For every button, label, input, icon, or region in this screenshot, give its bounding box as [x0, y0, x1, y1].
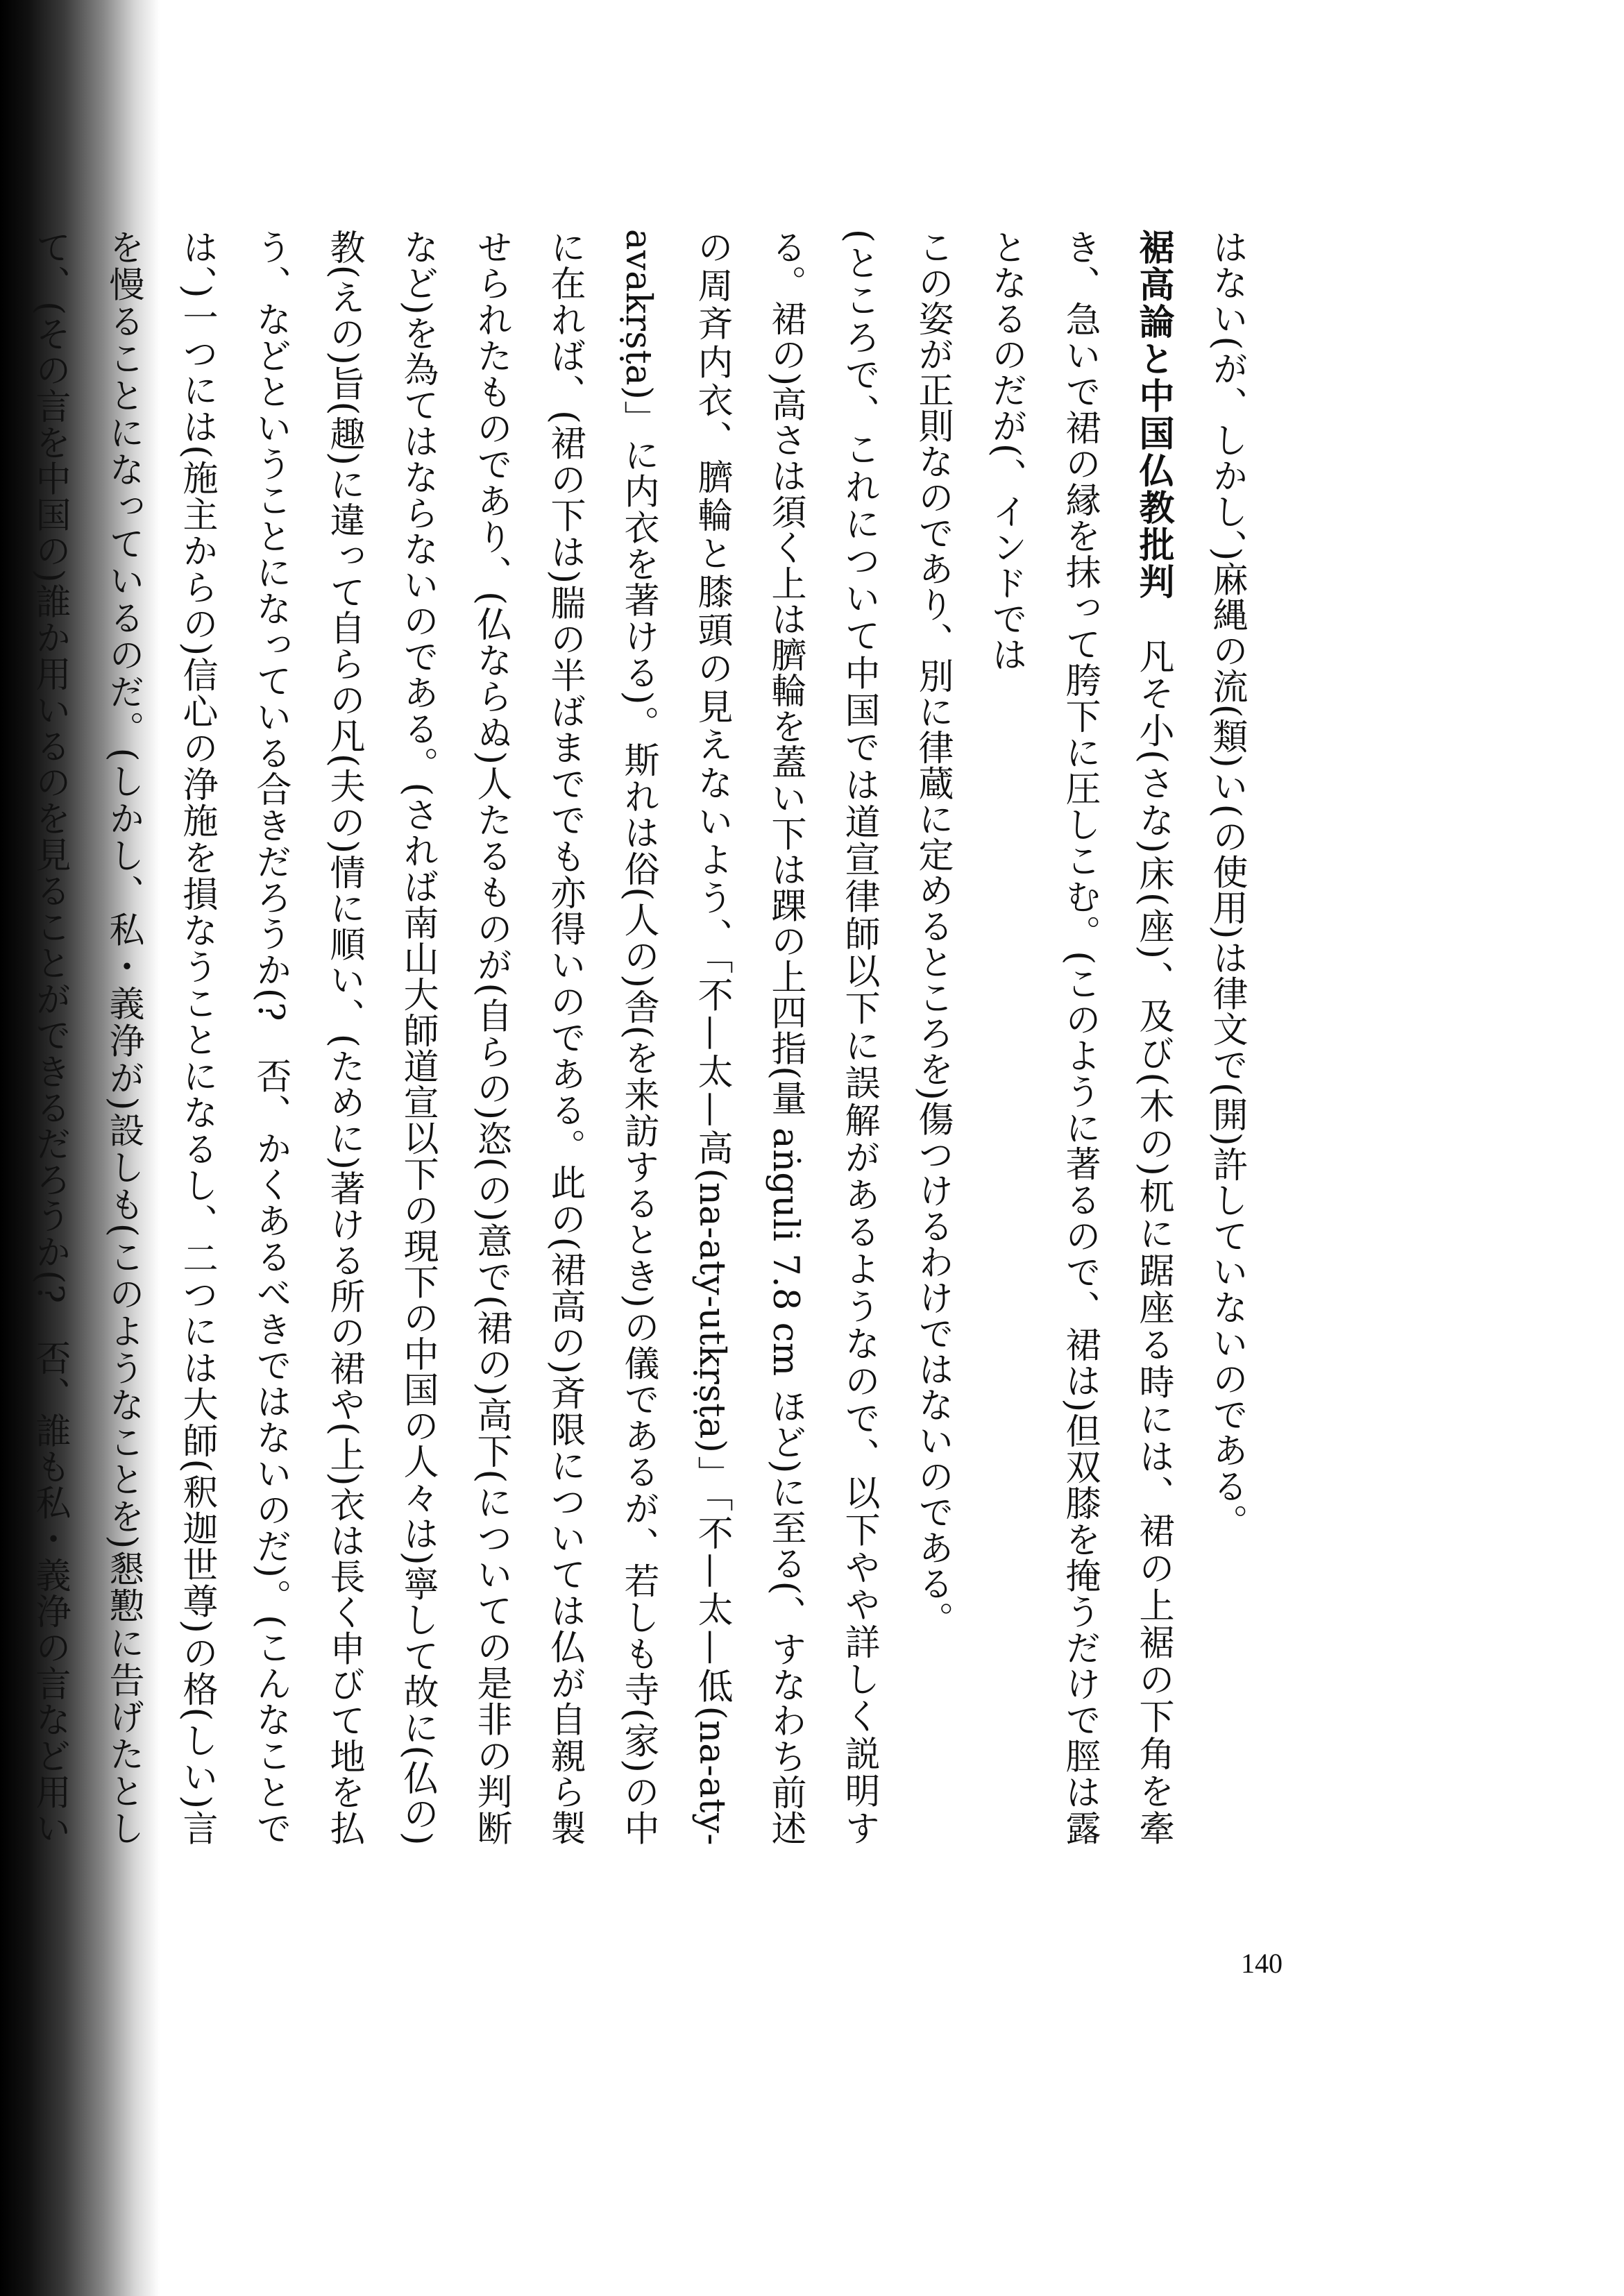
section-body: 凡そ小(さな)床(座)、及び(木の)杌に踞座る時には、裙の上裾の下角を牽き、急いで裙の縁を抹って胯下に圧しこむ。(このように著るので、裙は)但双膝を掩うだけで脛は露となるのだが(、インドでは	[986, 229, 1174, 1846]
paragraph: この姿が正則なのであり、別に律蔵に定めるところを)傷つけるわけではないのである。	[912, 229, 953, 1637]
vertical-text-body	[29, 229, 1263, 1846]
paragraph: (ところで、これについて中国では道宣律師以下に誤解があるようなので、以下やや詳しく説明する。裙の)高さは須く上は臍輪を蓋い下は踝の上四指(量 aṅguli 7.8 cm ほど)に至る(、すなわち前述の周斉内衣、臍輪と膝頭の見えないよう、「不—太—高(na-aty-utkṛṣṭa)」「不—太—低(na-aty-avakṛṣṭa)」に内衣を著ける)。斯れは俗(人の)舎(を来訪するとき)の儀であるが、若しも寺(家)の中に在れば、(裙の下は)腨の半ばまででも亦得いのである。此の(裙高の)斉限については仏が自親ら製せられたものであり、(仏ならぬ)人たるものが(自らの)恣(の)意で(裙の)高下(についての是非の判断など)を為てはならないのである。(されば南山大師道宣以下の現下の中国の人々は)寧して故に(仏の)教(えの)旨(趣)に違って自らの凡(夫の)情に順い、(ために)著ける所の裙や(上)衣は長く申びて地を払う、などということになっている合きだろうか(? 否、かくあるべきではないのだ)。(こんなことでは、)一つには(施主からの)信心の浄施を損なうことになるし、二つには大師(釈迦世尊)の格(しい)言を慢ることになっているのだ。(しかし、私・義浄が)設しも(このようなことを)懇懃に告げたとして、(その言を中国の)誰か用いるのを見ることができるだろうか(? 否、誰も私・義浄の言など用い	[29, 229, 879, 1846]
section-1	[969, 229, 1190, 1846]
section-heading: 裾高論と中国仏教批判	[1133, 229, 1174, 601]
text-line-intro: はない(が、しかし、)麻縄の流(類)い(の使用)は律文で(開)許していないのである。	[1206, 229, 1247, 1540]
page-number: 140	[1241, 1948, 1283, 1979]
